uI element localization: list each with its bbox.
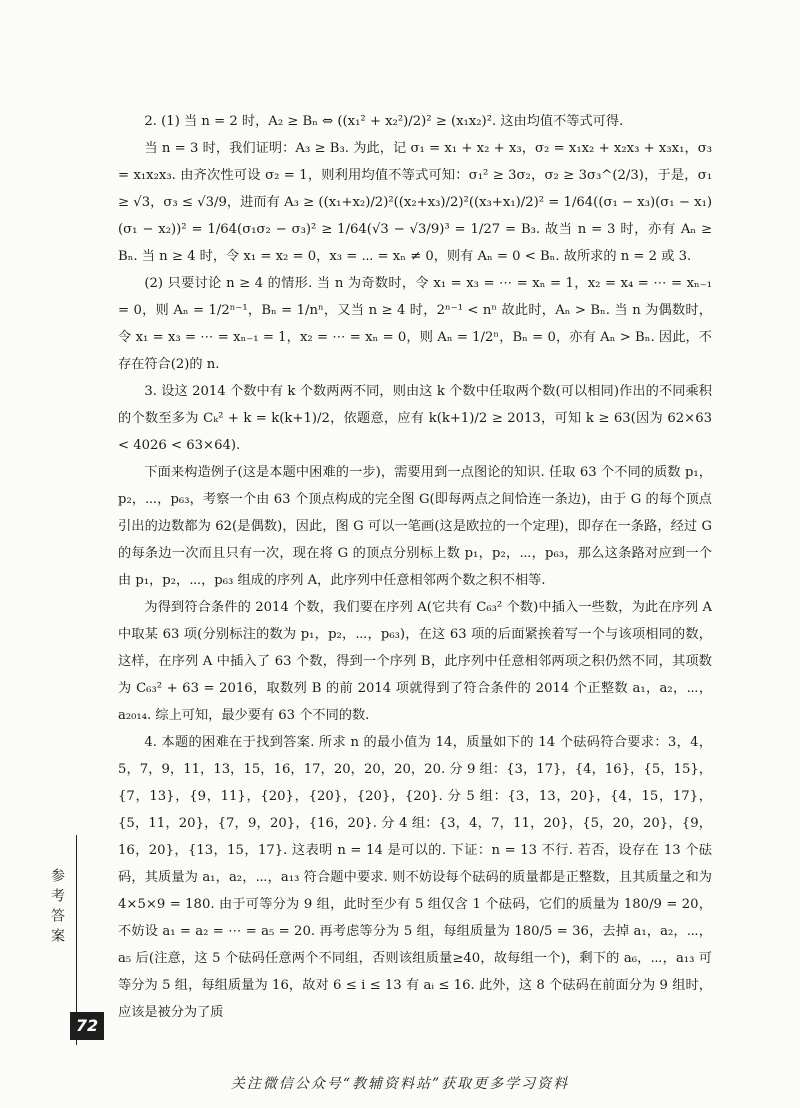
paragraph-3: 3. 设这 2014 个数中有 k 个数两两不同，则由这 k 个数中任取两个数(可以相同)作出的不同乘积的个数至多为 Cₖ² + k = k(k+1)/2，依题意，应有 k(k+1)/2 ≥ 2013，可知 k ≥ 63(因为 62×63 < 4026 < 63×64). <box>118 384 712 453</box>
sidebar-label: 参考答案 <box>49 868 65 948</box>
answer-body <box>118 108 712 1026</box>
paragraph-3-conclude: 为得到符合条件的 2014 个数，我们要在序列 A(它共有 C₆₃² 个数)中插入一些数，为此在序列 A 中取某 63 项(分别标注的数为 p₁，p₂，⋯，p₆₃)，在这 63 项的后面紧挨着写一个与该项相同的数，这样，在序列 A 中插入了 63 个数，得到一个序列 B，此序列中任意相邻两项之积仍然不同，其项数为 C₆₃² + 63 = 2016，取数列 B 的前 2014 项就得到了符合条件的 2014 个正整数 a₁，a₂，⋯，a₂₀₁₄. 综上可知，最少要有 63 个不同的数. <box>118 600 712 723</box>
paragraph-2-2: (2) 只要讨论 n ≥ 4 的情形. 当 n 为奇数时，令 x₁ = x₃ = ⋯ = xₙ = 1，x₂ = x₄ = ⋯ = xₙ₋₁ = 0，则 Aₙ = 1/2ⁿ⁻¹，Bₙ = 1/nⁿ，又当 n ≥ 4 时，2ⁿ⁻¹ < nⁿ 故此时，Aₙ > Bₙ. 当 n 为偶数时，令 x₁ = x₃ = ⋯ = xₙ₋₁ = 1，x₂ = ⋯ = xₙ = 0，则 Aₙ = 1/2ⁿ，Bₙ = 0，亦有 Aₙ > Bₙ. 因此，不存在符合(2)的 n. <box>118 276 712 372</box>
paragraph-4: 4. 本题的困难在于找到答案. 所求 n 的最小值为 14，质量如下的 14 个砝码符合要求：3，4，5，7，9，11，13，15，16，17，20，20，20，20. 分 9 组：{3，17}，{4，16}，{5，15}，{7，13}，{9，11}，{20}，{20}，{20}，{20}. 分 5 组：{3，13，20}，{4，15，17}，{5，11，20}，{7，9，20}，{16，20}. 分 4 组：{3，4，7，11，20}，{5，20，20}，{9，16，20}，{13，15，17}. 这表明 n = 14 是可以的. 下证：n = 13 不行. 若否，设存在 13 个砝码，其质量为 a₁，a₂，⋯，a₁₃ 符合题中要求. 则不妨设每个砝码的质量都是正整数，且其质量之和为 4×5×9 = 180. 由于可等分为 9 组，此时至少有 5 组仅含 1 个砝码，它们的质量为 180/9 = 20，不妨设 a₁ = a₂ = ⋯ = a₅ = 20. 再考虑等分为 5 组，每组质量为 180/5 = 36，去掉 a₁，a₂，⋯，a₅ 后(注意，这 5 个砝码任意两个不同组，否则该组质量≥40，故每组一个)，剩下的 a₆，⋯，a₁₃ 可等分为 5 组，每组质量为 16，故对 6 ≤ i ≤ 13 有 aᵢ ≤ 16. 此外，这 8 个砝码在前面分为 9 组时，应该是被分为了质 <box>118 735 712 1020</box>
page-number: 72 <box>70 1012 104 1040</box>
paragraph-2-1-cont: 当 n = 3 时，我们证明：A₃ ≥ B₃. 为此，记 σ₁ = x₁ + x₂ + x₃，σ₂ = x₁x₂ + x₂x₃ + x₃x₁，σ₃ = x₁x₂x₃. 由齐次性可设 σ₂ = 1，则利用均值不等式可知：σ₁² ≥ 3σ₂，σ₂ ≥ 3σ₃^(2/3)，于是，σ₁ ≥ √3，σ₃ ≤ √3/9，进而有 A₃ ≥ ((x₁+x₂)/2)²((x₂+x₃)/2)²((x₃+x₁)/2)² = 1/64((σ₁ − x₃)(σ₁ − x₁)(σ₁ − x₂))² = 1/64(σ₁σ₂ − σ₃)² ≥ 1/64(√3 − √3/9)³ = 1/27 = B₃. 故当 n = 3 时，亦有 Aₙ ≥ Bₙ. 当 n ≥ 4 时，令 x₁ = x₂ = 0，x₃ = ⋯ = xₙ ≠ 0，则有 Aₙ = 0 < Bₙ. 故所求的 n = 2 或 3. <box>118 141 712 264</box>
paragraph-3-construct: 下面来构造例子(这是本题中困难的一步)，需要用到一点图论的知识. 任取 63 个不同的质数 p₁，p₂，⋯，p₆₃，考察一个由 63 个顶点构成的完全图 G(即每两点之间恰连一条边)，由于 G 的每个顶点引出的边数都为 62(是偶数)，因此，图 G 可以一笔画(这是欧拉的一个定理)，即存在一条路，经过 G 的每条边一次而且只有一次，现在将 G 的顶点分别标上数 p₁，p₂，⋯，p₆₃，那么这条路对应到一个由 p₁，p₂，⋯，p₆₃ 组成的序列 A，此序列中任意相邻两个数之积不相等. <box>118 465 712 588</box>
footer-note: 关注微信公众号“教辅资料站”获取更多学习资料 <box>230 1076 570 1092</box>
paragraph-2-1: 2. (1) 当 n = 2 时，A₂ ≥ Bₙ ⇔ ((x₁² + x₂²)/2)² ≥ (x₁x₂)². 这由均值不等式可得. <box>144 114 624 129</box>
